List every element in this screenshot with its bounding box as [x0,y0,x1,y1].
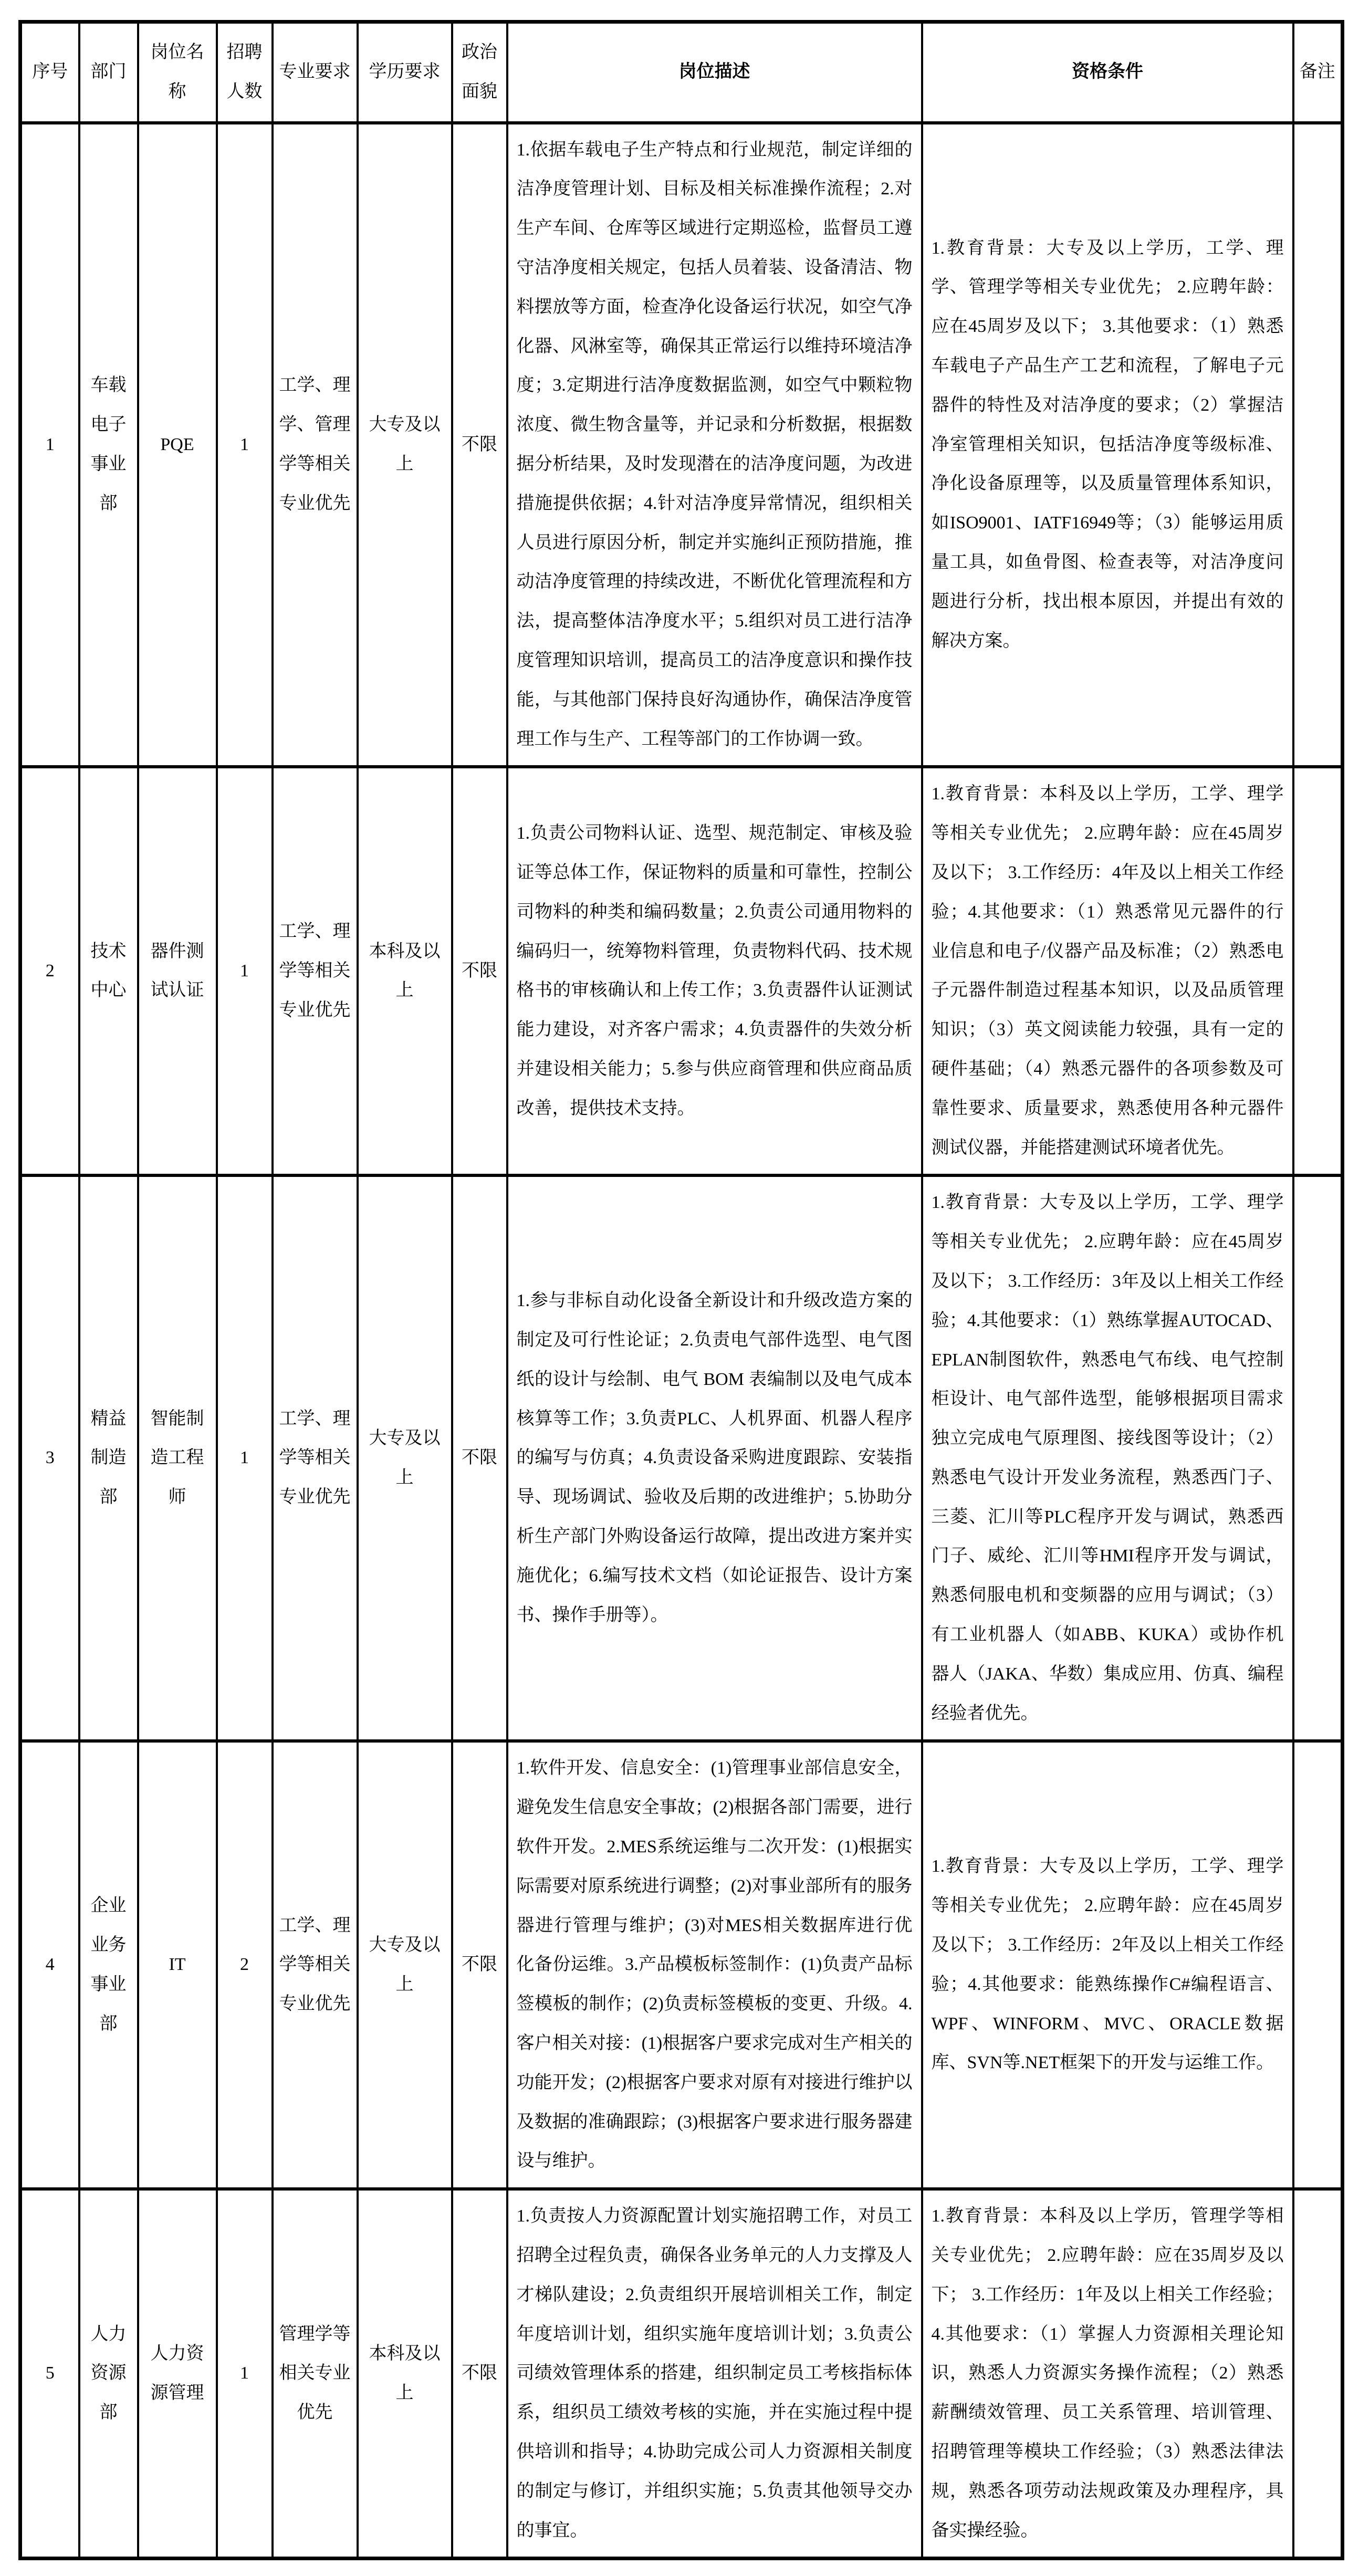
cell-major: 工学、理学、管理学等相关专业优先 [273,123,358,767]
table-header-row [20,22,1343,123]
cell-headcount: 2 [217,1741,273,2189]
cell-description: 1.参与非标自动化设备全新设计和升级改造方案的制定及可行性论证；2.负责电气部件选型、电气图纸的设计与绘制、电气 BOM 表编制以及电气成本核算等工作；3.负责PLC、人机界面、机器人程序的编写与仿真；4.负责设备采购进度跟踪、安装指导、现场调试、验收及后期的改进维护；5.协助分析生产部门外购设备运行故障，提出改进方案并实施优化；6.编写技术文档（如论证报告、设计方案书、操作手册等）。 [507,1175,922,1741]
cell-headcount: 1 [217,767,273,1175]
cell-position: 器件测试认证 [138,767,217,1175]
header-qualification: 资格条件 [922,22,1293,123]
cell-headcount: 1 [217,2189,273,2559]
header-description: 岗位描述 [507,22,922,123]
cell-department: 精益制造部 [79,1175,138,1741]
cell-political: 不限 [452,767,507,1175]
cell-major: 工学、理学等相关专业优先 [273,1741,358,2189]
cell-department: 企业业务事业部 [79,1741,138,2189]
cell-qualification: 1.教育背景：大专及以上学历，工学、理学、管理学等相关专业优先； 2.应聘年龄：应在45周岁及以下； 3.其他要求：（1）熟悉车载电子产品生产工艺和流程，了解电子元器件的特性及对洁净度的要求；（2）掌握洁净室管理相关知识，包括洁净度等级标准、净化设备原理等，以及质量管理体系知识，如ISO9001、IATF16949等；（3）能够运用质量工具，如鱼骨图、检查表等，对洁净度问题进行分析，找出根本原因，并提出有效的解决方案。 [922,123,1293,767]
cell-education: 大专及以上 [358,1175,452,1741]
cell-political: 不限 [452,2189,507,2559]
cell-department: 人力资源部 [79,2189,138,2559]
cell-remark [1293,1741,1343,2189]
cell-position: 智能制造工程师 [138,1175,217,1741]
cell-political: 不限 [452,1741,507,2189]
header-headcount: 招聘人数 [217,22,273,123]
cell-education: 大专及以上 [358,123,452,767]
cell-no: 5 [20,2189,79,2559]
cell-description: 1.负责按人力资源配置计划实施招聘工作，对员工招聘全过程负责，确保各业务单元的人力支撑及人才梯队建设；2.负责组织开展培训相关工作，制定年度培训计划，组织实施年度培训计划；3.负责公司绩效管理体系的搭建，组织制定员工考核指标体系，组织员工绩效考核的实施，并在实施过程中提供培训和指导；4.协助完成公司人力资源相关制度的制定与修订，并组织实施；5.负责其他领导交办的事宜。 [507,2189,922,2559]
cell-remark [1293,2189,1343,2559]
cell-political: 不限 [452,123,507,767]
cell-department: 技术中心 [79,767,138,1175]
cell-description: 1.依据车载电子生产特点和行业规范，制定详细的洁净度管理计划、目标及相关标准操作流程；2.对生产车间、仓库等区域进行定期巡检，监督员工遵守洁净度相关规定，包括人员着装、设备清洁、物料摆放等方面，检查净化设备运行状况，如空气净化器、风淋室等，确保其正常运行以维持环境洁净度；3.定期进行洁净度数据监测，如空气中颗粒物浓度、微生物含量等，并记录和分析数据，根据数据分析结果，及时发现潜在的洁净度问题，为改进措施提供依据；4.针对洁净度异常情况，组织相关人员进行原因分析，制定并实施纠正预防措施，推动洁净度管理的持续改进，不断优化管理流程和方法，提高整体洁净度水平；5.组织对员工进行洁净度管理知识培训，提高员工的洁净度意识和操作技能，与其他部门保持良好沟通协作，确保洁净度管理工作与生产、工程等部门的工作协调一致。 [507,123,922,767]
table-row [20,1741,1343,2189]
cell-no: 1 [20,123,79,767]
cell-no: 3 [20,1175,79,1741]
header-position: 岗位名称 [138,22,217,123]
header-political: 政治面貌 [452,22,507,123]
cell-major: 管理学等相关专业优先 [273,2189,358,2559]
table-row [20,123,1343,767]
cell-department: 车载电子事业部 [79,123,138,767]
cell-no: 2 [20,767,79,1175]
cell-major: 工学、理学等相关专业优先 [273,1175,358,1741]
cell-education: 大专及以上 [358,1741,452,2189]
cell-qualification: 1.教育背景：本科及以上学历，工学、理学等相关专业优先； 2.应聘年龄：应在45周岁及以下； 3.工作经历：4年及以上相关工作经验；4.其他要求：（1）熟悉常见元器件的行业信息和电子/仪器产品及标准；（2）熟悉电子元器件制造过程基本知识，以及品质管理知识；（3）英文阅读能力较强，具有一定的硬件基础；（4）熟悉元器件的各项参数及可靠性要求、质量要求，熟悉使用各种元器件测试仪器，并能搭建测试环境者优先。 [922,767,1293,1175]
table-row [20,1175,1343,1741]
cell-political: 不限 [452,1175,507,1741]
cell-no: 4 [20,1741,79,2189]
cell-qualification: 1.教育背景：大专及以上学历，工学、理学等相关专业优先； 2.应聘年龄：应在45周岁及以下； 3.工作经历：3年及以上相关工作经验；4.其他要求：（1）熟练掌握AUTOCAD、EPLAN制图软件，熟悉电气布线、电气控制柜设计、电气部件选型，能够根据项目需求独立完成电气原理图、接线图等设计；（2）熟悉电气设计开发业务流程，熟悉西门子、三菱、汇川等PLC程序开发与调试，熟悉西门子、威纶、汇川等HMI程序开发与调试，熟悉伺服电机和变频器的应用与调试；（3）有工业机器人（如ABB、KUKA）或协作机器人（JAKA、华数）集成应用、仿真、编程经验者优先。 [922,1175,1293,1741]
header-major: 专业要求 [273,22,358,123]
cell-qualification: 1.教育背景：大专及以上学历，工学、理学等相关专业优先； 2.应聘年龄：应在45周岁及以下； 3.工作经历：2年及以上相关工作经验；4.其他要求：能熟练操作C#编程语言、WPF、WINFORM、MVC、ORACLE数据库、SVN等.NET框架下的开发与运维工作。 [922,1741,1293,2189]
cell-position: IT [138,1741,217,2189]
cell-education: 本科及以上 [358,767,452,1175]
header-remark: 备注 [1293,22,1343,123]
table-row [20,767,1343,1175]
table-row [20,22,1343,123]
cell-remark [1293,1175,1343,1741]
header-education: 学历要求 [358,22,452,123]
cell-headcount: 1 [217,1175,273,1741]
cell-education: 本科及以上 [358,2189,452,2559]
cell-position: PQE [138,123,217,767]
header-no: 序号 [20,22,79,123]
cell-description: 1.软件开发、信息安全：(1)管理事业部信息安全，避免发生信息安全事故；(2)根据各部门需要，进行软件开发。2.MES系统运维与二次开发：(1)根据实际需要对原系统进行调整；(2)对事业部所有的服务器进行管理与维护；(3)对MES相关数据库进行优化备份运维。3.产品模板标签制作：(1)负责产品标签模板的制作；(2)负责标签模板的变更、升级。4.客户相关对接：(1)根据客户要求完成对生产相关的功能开发；(2)根据客户要求对原有对接进行维护以及数据的准确跟踪；(3)根据客户要求进行服务器建设与维护。 [507,1741,922,2189]
header-department: 部门 [79,22,138,123]
table-body [20,123,1343,2559]
cell-headcount: 1 [217,123,273,767]
cell-position: 人力资源管理 [138,2189,217,2559]
cell-remark [1293,767,1343,1175]
cell-major: 工学、理学等相关专业优先 [273,767,358,1175]
cell-remark [1293,123,1343,767]
cell-qualification: 1.教育背景：本科及以上学历，管理学等相关专业优先； 2.应聘年龄：应在35周岁及以下； 3.工作经历：1年及以上相关工作经验；4.其他要求：（1）掌握人力资源相关理论知识，熟悉人力资源实务操作流程；（2）熟悉薪酬绩效管理、员工关系管理、培训管理、招聘管理等模块工作经验；（3）熟悉法律法规，熟悉各项劳动法规政策及办理程序，具备实操经验。 [922,2189,1293,2559]
recruitment-table [18,20,1344,2560]
table-row [20,2189,1343,2559]
cell-description: 1.负责公司物料认证、选型、规范制定、审核及验证等总体工作，保证物料的质量和可靠性，控制公司物料的种类和编码数量；2.负责公司通用物料的编码归一，统筹物料管理，负责物料代码、技术规格书的审核确认和上传工作；3.负责器件认证测试能力建设，对齐客户需求；4.负责器件的失效分析并建设相关能力；5.参与供应商管理和供应商品质改善，提供技术支持。 [507,767,922,1175]
